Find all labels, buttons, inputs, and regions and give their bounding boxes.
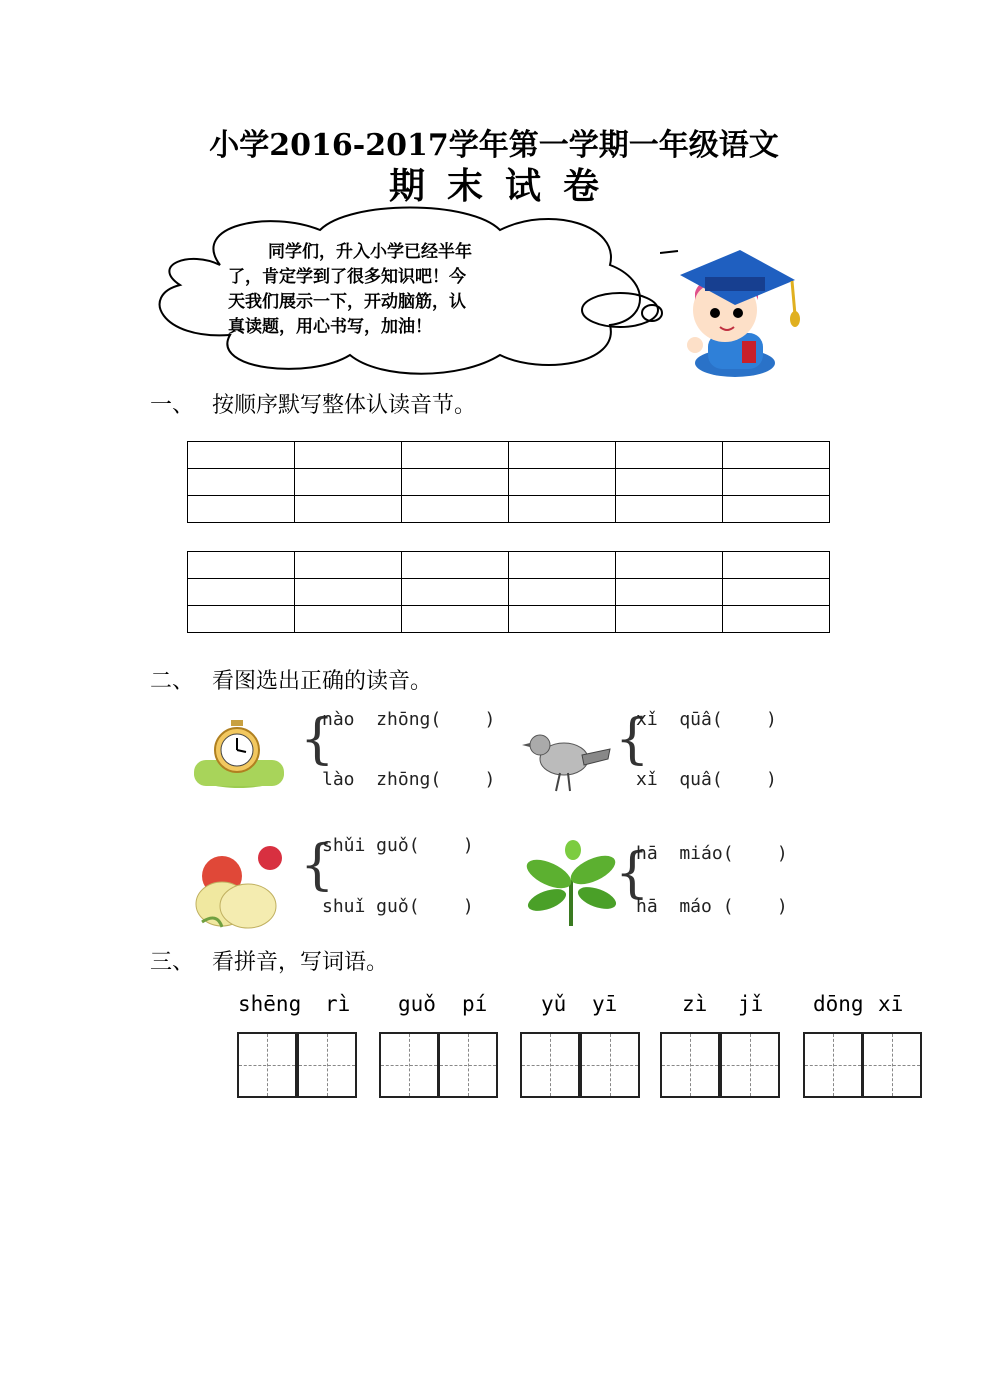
section-2-title: 看图选出正确的读音。: [212, 669, 433, 694]
section-3-number: 三、: [150, 950, 195, 975]
alarm-clock-icon: [193, 712, 285, 788]
tianzi-box[interactable]: [297, 1032, 357, 1098]
section-2-number: 二、: [150, 669, 195, 694]
pinyin-1a: shēng: [238, 992, 302, 1016]
tianzi-box[interactable]: [720, 1032, 780, 1098]
tianzi-box[interactable]: [803, 1032, 863, 1098]
pinyin-4b: jǐ: [738, 992, 764, 1016]
option-2b[interactable]: xǐ quâ( ): [636, 769, 777, 790]
option-1a[interactable]: nào zhōng( ): [322, 709, 496, 730]
pinyin-3a: yǔ: [541, 992, 567, 1016]
tianzi-box[interactable]: [379, 1032, 439, 1098]
writing-grid-1: [187, 441, 830, 523]
tianzi-box[interactable]: [580, 1032, 640, 1098]
section-1-title: 按顺序默写整体认读音节。: [212, 393, 477, 418]
cloud-text: [228, 240, 518, 340]
graduate-mascot-icon: [660, 245, 810, 380]
option-1b[interactable]: lào zhōng( ): [322, 769, 496, 790]
tianzi-box[interactable]: [862, 1032, 922, 1098]
pinyin-3b: yī: [592, 992, 618, 1016]
page-title: 小学2016-2017学年第一学期一年级语文: [209, 128, 779, 163]
brace-icon: {: [300, 833, 335, 896]
option-2a[interactable]: xǐ qūâ( ): [636, 709, 777, 730]
section-3-title: 看拼音，写词语。: [212, 950, 389, 975]
writing-grid-2: [187, 551, 830, 633]
section-1-heading: [150, 388, 476, 419]
pinyin-4a: zì: [682, 992, 708, 1016]
option-4a[interactable]: hā miáo( ): [636, 843, 788, 864]
section-3-heading: [150, 945, 388, 976]
fruit-icon: [182, 842, 292, 930]
pinyin-5b: xī: [878, 992, 904, 1016]
pinyin-5a: dōng: [813, 992, 864, 1016]
pinyin-2b: pí: [462, 992, 488, 1016]
brace-icon: {: [615, 707, 650, 770]
tianzi-box[interactable]: [438, 1032, 498, 1098]
sprout-icon: [525, 840, 620, 928]
cloud-line-3: 天我们展示一下，开动脑筋，认: [228, 292, 466, 312]
pinyin-2a: guǒ: [398, 992, 436, 1016]
cloud-line-4: 真读题，用心书写，加油！: [228, 317, 432, 337]
tianzi-box[interactable]: [520, 1032, 580, 1098]
option-3a[interactable]: shǔi guǒ( ): [322, 835, 474, 856]
option-3b[interactable]: shuǐ guǒ( ): [322, 896, 474, 917]
cloud-line-2: 了，肯定学到了很多知识吧！今: [228, 267, 466, 287]
section-1-number: 一、: [150, 393, 195, 418]
option-4b[interactable]: hā máo ( ): [636, 896, 788, 917]
pinyin-1b: rì: [325, 992, 351, 1016]
cloud-line-1: 同学们，升入小学已经半年: [268, 242, 472, 262]
tianzi-box[interactable]: [237, 1032, 297, 1098]
bird-icon: [522, 725, 612, 797]
tianzi-box[interactable]: [660, 1032, 720, 1098]
brace-icon: {: [300, 707, 335, 770]
brace-icon: {: [615, 841, 650, 904]
page-subtitle: 期末试卷: [388, 165, 621, 207]
section-2-heading: [150, 664, 432, 695]
